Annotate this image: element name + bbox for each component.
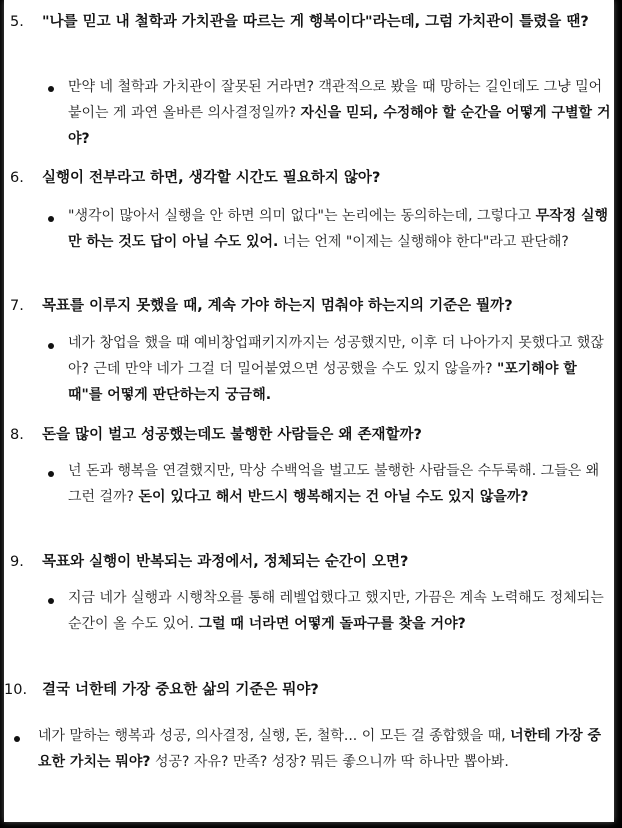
question-number: 7. [10,298,24,314]
question-text: "나를 믿고 내 철학과 가치관을 따르는 게 행복이다"라는데, 그럼 가치관이 틀렸을 땐? [42,14,589,30]
document-page [4,0,614,822]
bullet-emphasis: 자신을 믿되, 수정해야 할 순간을 어떻게 구별할 거야? [68,105,611,147]
bullet-dot [48,86,54,92]
bullet-emphasis: 그럴 때 너라면 어떻게 돌파구를 찾을 거야? [198,616,466,632]
bullet-text: 네가 창업을 했을 때 예비창업패키지까지는 성공했지만, 이후 더 나아가지 못했다고 했잖아? 근데 만약 네가 그걸 더 밀어붙였으면 성공했을 수도 있지 않을까? [68,335,604,377]
bullet-text: 지금 네가 실행과 시행착오를 통해 레벨업했다고 했지만, 가끔은 계속 노력해도 정체되는 순간이 올 수도 있어. [68,590,604,632]
question-5 [10,9,590,35]
bullet-after: 너는 언제 "이제는 실행해야 한다"라고 판단해? [278,234,569,250]
question-text: 결국 너한테 가장 중요한 삶의 기준은 뭐야? [42,682,319,698]
bullet-emphasis: "포기해야 할 때"를 어떻게 판단하는지 궁금해. [68,361,577,403]
bullet-text: 만약 네 철학과 가치관이 잘못된 거라면? 객관적으로 봤을 때 망하는 길인데도 그냥 밀어붙이는 게 과연 올바른 의사결정일까? [68,79,603,121]
bullet-text: 네가 말하는 행복과 성공, 의사결정, 실행, 돈, 철학... 이 모든 걸 종합했을 때, [38,728,511,744]
question-6 [10,165,590,191]
question-7 [10,293,590,319]
bullet-emphasis: 너한테 가장 중요한 가치는 뭐야? [38,728,602,770]
bullet-6 [68,203,613,255]
question-9 [10,549,590,575]
bullet-dot [48,343,54,349]
question-number: 9. [10,554,24,570]
bullet-text: "생각이 많아서 실행을 안 하면 의미 없다"는 논리에는 동의하는데, 그렇다고 [68,208,536,224]
bullet-emphasis: 무작정 실행만 하는 것도 답이 아닐 수도 있어. [68,208,609,250]
bullet-after: 성공? 자유? 만족? 성장? 뭐든 좋으니까 딱 하나만 뽑아봐. [150,754,509,770]
bullet-dot [48,598,54,604]
bullet-text: 넌 돈과 행복을 연결했지만, 막상 수백억을 벌고도 불행한 사람들은 수두룩해. 그들은 왜 그런 걸까? [68,463,600,505]
question-number: 6. [10,170,24,186]
question-8 [10,422,590,448]
bullet-dot [48,216,54,222]
question-text: 목표를 이루지 못했을 때, 계속 가야 하는지 멈춰야 하는지의 기준은 뭘까? [42,298,513,314]
question-number: 8. [10,427,24,443]
bullet-9 [68,585,613,637]
question-text: 목표와 실행이 반복되는 과정에서, 정체되는 순간이 오면? [42,554,409,570]
bullet-8 [68,458,613,510]
question-text: 돈을 많이 벌고 성공했는데도 불행한 사람들은 왜 존재할까? [42,427,422,443]
bullet-dot [48,471,54,477]
question-text: 실행이 전부라고 하면, 생각할 시간도 필요하지 않아? [42,170,381,186]
bullet-emphasis: 돈이 있다고 해서 반드시 행복해지는 건 아닐 수도 있지 않을까? [138,489,529,505]
bullet-5 [68,74,613,152]
question-number: 5. [10,14,24,30]
question-10 [4,677,584,703]
bullet-dot [14,736,20,742]
question-number: 10. [4,682,28,698]
bullet-7 [68,330,613,408]
bullet-10 [38,723,610,775]
